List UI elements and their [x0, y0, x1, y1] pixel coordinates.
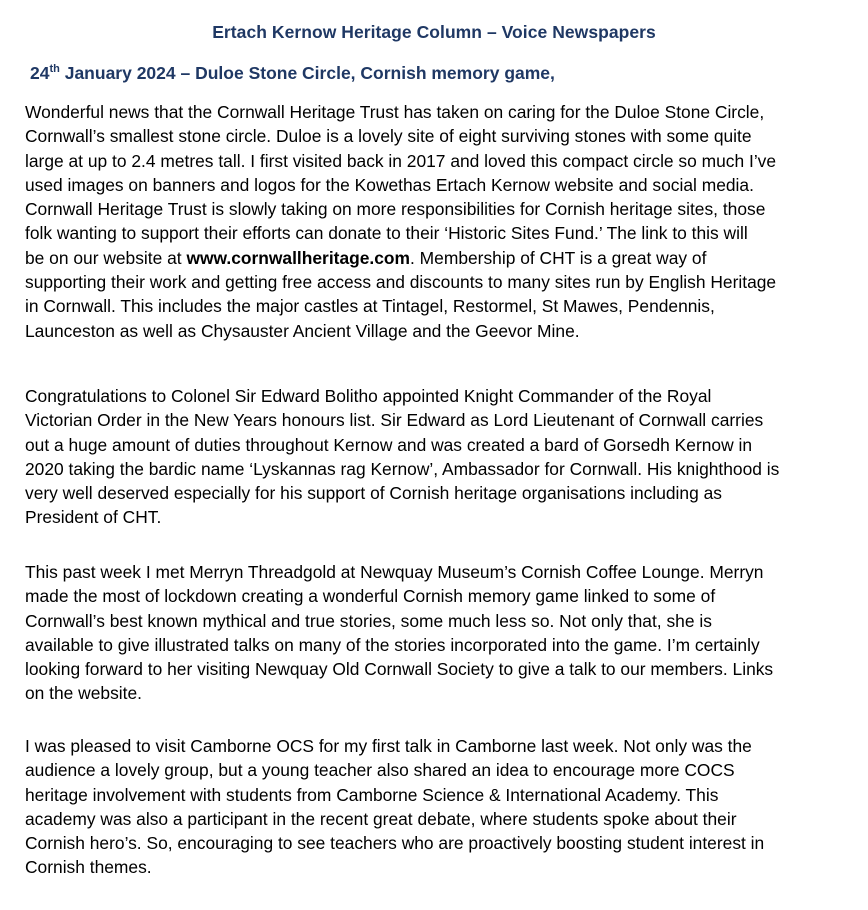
paragraph-line: Launceston as well as Chysauster Ancient Village and the Geevor Mine.	[25, 320, 580, 341]
paragraph-duloe-stone-circle	[25, 100, 855, 343]
paragraph-line: available to give illustrated talks on many of the stories incorporated into the game. I’m certainly	[25, 634, 760, 655]
paragraph-line: heritage involvement with students from Camborne Science & International Academy. This	[25, 784, 719, 805]
paragraph-text: be on our website at	[25, 247, 187, 268]
paragraph-line: I was pleased to visit Camborne OCS for my first talk in Camborne last week. Not only was the	[25, 736, 752, 756]
paragraph-camborne-ocs	[25, 734, 855, 880]
paragraph-line: folk wanting to support their efforts can donate to their ‘Historic Sites Fund.’ The link to this will	[25, 223, 748, 244]
paragraph-line: on the website.	[25, 683, 142, 704]
paragraph-line: very well deserved especially for his support of Cornish heritage organisations including as	[25, 483, 722, 504]
paragraph-line: President of CHT.	[25, 507, 162, 528]
paragraph-line: used images on banners and logos for the Kowethas Ertach Kernow website and social media.	[25, 174, 754, 195]
paragraph-line: Cornwall’s best known mythical and true stories, some much less so. Not only that, she is	[25, 610, 712, 631]
date-subtitle-text: January 2024 – Duloe Stone Circle, Cornish memory game,	[59, 63, 555, 83]
date-day: 24	[30, 63, 50, 83]
paragraph-line: This past week I met Merryn Threadgold at Newquay Museum’s Cornish Coffee Lounge. Merryn	[25, 562, 764, 582]
paragraph-line: audience a lovely group, but a young teacher also shared an idea to encourage more COCS	[25, 760, 735, 781]
paragraph-line: Victorian Order in the New Years honours list. Sir Edward as Lord Lieutenant of Cornwall carries	[25, 410, 764, 431]
paragraph-line: Cornwall Heritage Trust is slowly taking on more responsibilities for Cornish heritage sites, those	[25, 199, 766, 220]
paragraph-sir-edward-bolitho	[25, 384, 855, 530]
paragraph-merryn-threadgold	[25, 560, 855, 706]
paragraph-line: Cornish hero’s. So, encouraging to see teachers who are proactively boosting student interest in	[25, 833, 765, 854]
paragraph-line	[25, 246, 855, 270]
paragraph-text: . Membership of CHT is a great way of	[410, 247, 707, 268]
paragraph-line: in Cornwall. This includes the major castles at Tintagel, Restormel, St Mawes, Pendennis,	[25, 296, 715, 317]
paragraph-line: large at up to 2.4 metres tall. I first visited back in 2017 and loved this compact circle so much I’ve	[25, 150, 777, 171]
paragraph-line: made the most of lockdown creating a wonderful Cornish memory game linked to some of	[25, 586, 716, 607]
page-title: Ertach Kernow Heritage Column – Voice Newspapers	[212, 22, 656, 42]
paragraph-line: Congratulations to Colonel Sir Edward Bolitho appointed Knight Commander of the Royal	[25, 386, 712, 406]
paragraph-line: out a huge amount of duties throughout Kernow and was created a bard of Gorsedh Kernow in	[25, 434, 753, 455]
paragraph-line: Wonderful news that the Cornwall Heritage Trust has taken on caring for the Duloe Stone Circle,	[25, 102, 765, 122]
paragraph-line: supporting their work and getting free access and discounts to many sites run by English Heritage	[25, 272, 777, 293]
website-link[interactable]: www.cornwallheritage.com	[186, 247, 411, 268]
paragraph-line: looking forward to her visiting Newquay Old Cornwall Society to give a talk to our members. Links	[25, 659, 774, 680]
paragraph-line: Cornwall’s smallest stone circle. Duloe is a lovely site of eight surviving stones with some quite	[25, 126, 752, 147]
date-suffix: th	[49, 63, 60, 75]
paragraph-line: 2020 taking the bardic name ‘Lyskannas rag Kernow’, Ambassador for Cornwall. His knighthood is	[25, 458, 780, 479]
paragraph-line: academy was also a participant in the recent great debate, where students spoke about their	[25, 808, 737, 829]
paragraph-line: Cornish themes.	[25, 857, 152, 878]
date-subtitle	[30, 63, 555, 84]
